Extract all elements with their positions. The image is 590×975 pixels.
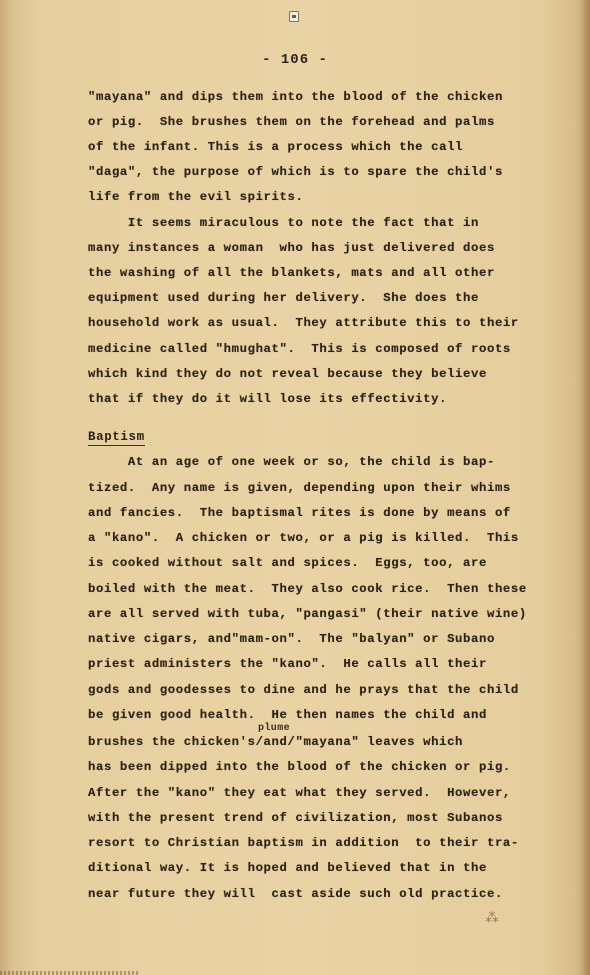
text-line: gods and goodesses to dine and he prays that the child bbox=[88, 683, 519, 697]
text-line: with the present trend of civilization, most Subanos bbox=[88, 811, 503, 825]
text-line: priest administers the "kano". He calls all their bbox=[88, 657, 487, 671]
text-line: or pig. She brushes them on the forehead and palms bbox=[88, 115, 495, 129]
text-line: medicine called "hmughat". This is composed of roots bbox=[88, 342, 511, 356]
archive-stamp bbox=[0, 971, 140, 975]
binding-clip-icon bbox=[289, 11, 299, 22]
text-line: ditional way. It is hoped and believed that in the bbox=[88, 861, 487, 875]
text-line: are all served with tuba, "pangasi" (their native wine) bbox=[88, 607, 527, 621]
text-line: resort to Christian baptism in addition to their tra- bbox=[88, 836, 519, 850]
text-line: a "kano". A chicken or two, or a pig is killed. This bbox=[88, 531, 519, 545]
text-line: At an age of one week or so, the child is bap- bbox=[88, 455, 495, 469]
page-edge-shadow bbox=[580, 0, 590, 975]
text-line: household work as usual. They attribute this to their bbox=[88, 316, 519, 330]
text-line: and fancies. The baptismal rites is done by means of bbox=[88, 506, 511, 520]
text-line: of the infant. This is a process which the call bbox=[88, 140, 464, 154]
text-line: tized. Any name is given, depending upon their whims bbox=[88, 481, 511, 495]
text-line: It seems miraculous to note the fact that in bbox=[88, 216, 479, 230]
text-line: that if they do it will lose its effectivity. bbox=[88, 392, 448, 406]
text-line: has been dipped into the blood of the chicken or pig. bbox=[88, 760, 511, 774]
text-line: "daga", the purpose of which is to spare the child's bbox=[88, 165, 503, 179]
text-line: "mayana" and dips them into the blood of the chicken bbox=[88, 90, 503, 104]
text-line: which kind they do not reveal because they believe bbox=[88, 367, 487, 381]
text-line: be given good health. He then names the child and bbox=[88, 708, 487, 722]
text-line: the washing of all the blankets, mats and all other bbox=[88, 266, 495, 280]
text-line: many instances a woman who has just delivered does bbox=[88, 241, 495, 255]
page-number: - 106 - bbox=[262, 52, 328, 68]
text-line: brushes the chicken's/and/"mayana" leaves which bbox=[88, 735, 464, 749]
pencil-mark-icon: ⁂ bbox=[485, 911, 499, 927]
interlinear-insertion: plume bbox=[258, 723, 291, 734]
text-line: native cigars, and"mam-on". The "balyan" or Subano bbox=[88, 632, 495, 646]
text-line: near future they will cast aside such old practice. bbox=[88, 887, 503, 901]
section-heading: Baptism bbox=[88, 430, 145, 444]
text-line: life from the evil spirits. bbox=[88, 190, 304, 204]
text-line: boiled with the meat. They also cook rice. Then these bbox=[88, 582, 527, 596]
text-line: equipment used during her delivery. She does the bbox=[88, 291, 479, 305]
text-line: is cooked without salt and spices. Eggs, too, are bbox=[88, 556, 487, 570]
text-line: After the "kano" they eat what they served. However, bbox=[88, 786, 511, 800]
